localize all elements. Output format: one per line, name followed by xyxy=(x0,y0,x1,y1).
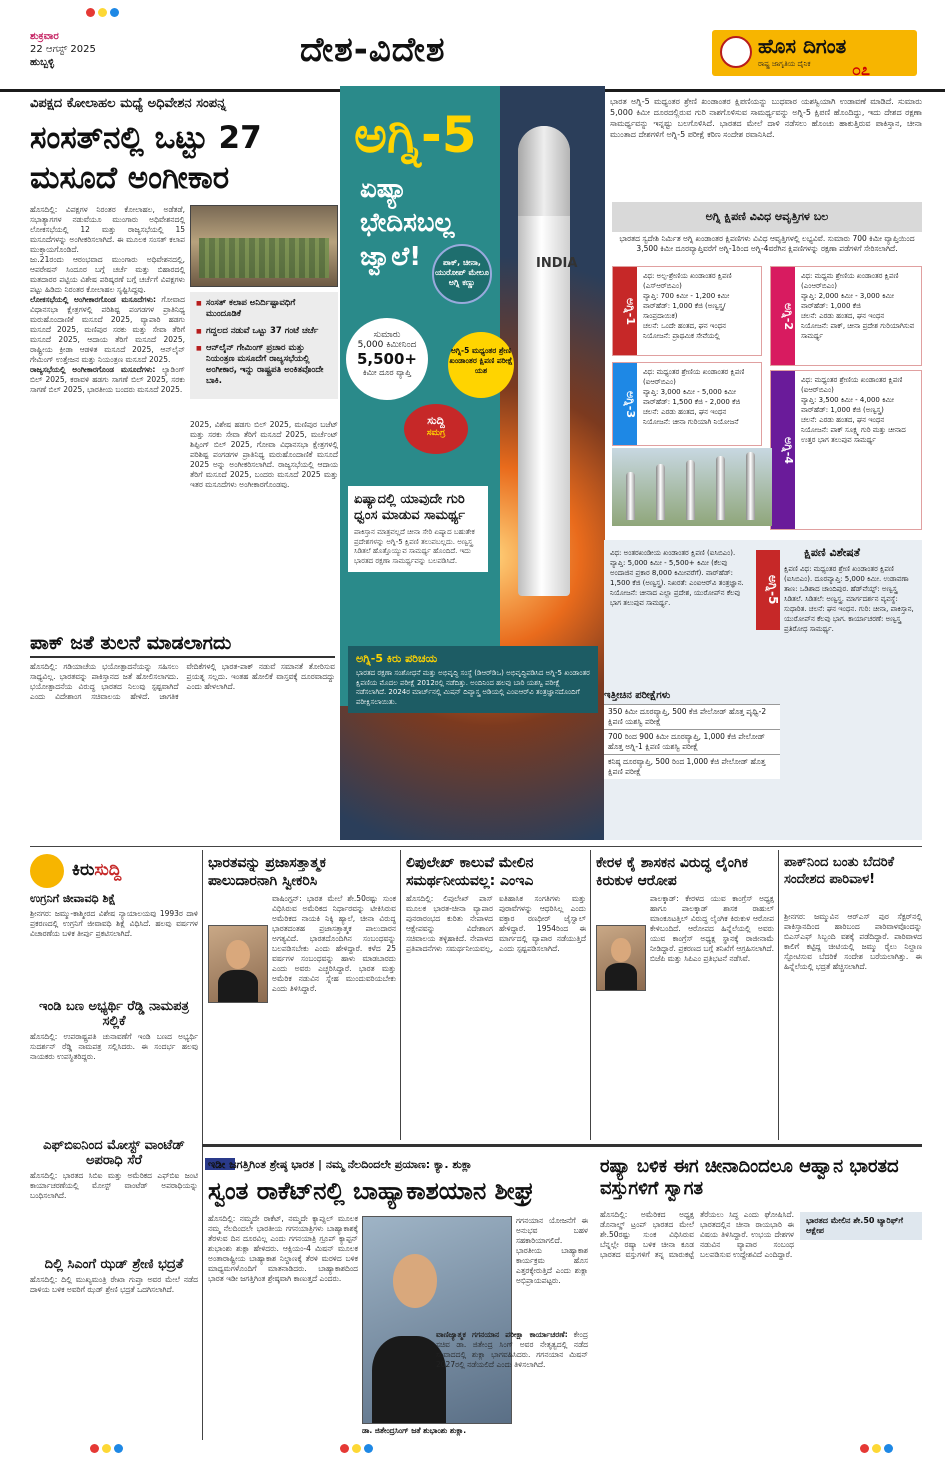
parliament-body xyxy=(30,205,185,625)
card-range: ವ್ಯಾಪ್ತಿ: 3,500 ಕಿಮೀ - 4,000 ಕಿಮೀ xyxy=(801,396,895,404)
photo-caption: ಡಾ. ಜಿತೇಂದ್ರಸಿಂಗ್ ಜತೆ ಶುಭಾಂಶು ಶುಕ್ಲಾ. xyxy=(362,1426,467,1435)
pak-threat-headline: ಪಾಕ್‌ನಿಂದ ಬಂತು ಬೆದರಿಕೆ ಸಂದೇಶದ ಪಾರಿವಾಳ! xyxy=(784,855,895,887)
parliament-para-2: ಜು.21ರಂದು ಆರಂಭವಾದ ಮುಂಗಾರು ಅಧಿವೇಶನದಲ್ಲಿ, ಆಪರೇಷನ್ ಸಿಂದೂರ ಬಗ್ಗೆ ಚರ್ಚೆ ಮತ್ತು ಬಿಹಾರದಲ್ಲಿ ಮತದಾರರ ಪಟ್ಟಿಯ ವಿಶೇಷ ಪರಿಷ್ಕರಣೆ ಬಗ್ಗೆ ಚರ್ಚೆಗೆ ವಿಪಕ್ಷಗಳು ಪಟ್ಟು ಹಿಡಿದು ನಿರಂತರ ಕೋಲಾಹಲ ಸೃಷ್ಟಿಸಿದ್ದವು. xyxy=(30,255,185,294)
agni-card xyxy=(612,266,762,356)
registration-dot xyxy=(860,1444,869,1453)
capability-box xyxy=(348,486,488,572)
agni-right-intro: ಭಾರತ ಅಗ್ನಿ-5 ಮಧ್ಯಂತರ ಶ್ರೇಣಿ ಖಂಡಾಂತರ ಕ್ಷಿಪಣಿಯನ್ನು ಬುಧವಾರ ಯಶಸ್ವಿಯಾಗಿ ಉಡಾವಣೆ ಮಾಡಿದೆ. ಸುಮಾರು 5,000 ಕಿಮೀ ದೂರದಲ್ಲಿರುವ ಗುರಿ ನಾಶಗೊಳಿಸುವ ಸಾಮರ್ಥ್ಯವನ್ನು ಅಗ್ನಿ-5 ಕ್ಷಿಪಣಿ ಹೊಂದಿದ್ದು, ಇದು ದೇಶದ ರಕ್ಷಣಾ ಸಾಮರ್ಥ್ಯವನ್ನು ಇನ್ನಷ್ಟು ಬಲಗೊಳಿಸಿದೆ. ಭಾರತದ ಮೇಲೆ ದಾಳಿ ನಡೆಸಲು ಹೊಂಚು ಹಾಕುತ್ತಿರುವ ಪಾಕಿಸ್ತಾನ, ಚೀನಾ ಮುಂತಾದ ದೇಶಗಳಿಗೆ ಅಗ್ನಿ-5 ಪರೀಕ್ಷೆ ಕಠಿಣ ಸಂದೇಶ ರವಾನಿಸಿದೆ. xyxy=(610,97,922,139)
card-tag: ಅಗ್ನಿ-3 xyxy=(613,363,637,445)
short-news-headline: ಉಗ್ರನಿಗೆ ಜೀವಾವಧಿ ಶಿಕ್ಷೆ xyxy=(30,892,116,905)
card-deploy: ನಿಯೋಜನೆ: ಚೀನಾ ಗುರಿಯಾಗಿ ನಿಯೋಜನೆ xyxy=(643,418,739,426)
shukla-kicker: ಇಡೀ ಜಗತ್ತಿಗಿಂತ ಶ್ರೇಷ್ಠ ಭಾರತ | ನಮ್ಮ ನೆಲದಿಂದಲೇ ಪ್ರಯಾಣ: ಕ್ಯಾ. ಶುಕ್ಲಾ xyxy=(208,1158,473,1171)
missile-label: INDIA xyxy=(536,256,578,271)
kerala-headline: ಕೇರಳ ಕೈ ಶಾಸಕನ ವಿರುದ್ಧ ಲೈಂಗಿಕ ಕಿರುಕುಳ ಆರೋಪ xyxy=(596,855,748,889)
parliament-highlights xyxy=(190,292,338,399)
card-tag: ಅಗ್ನಿ-1 xyxy=(613,267,637,355)
registration-dot xyxy=(102,1444,111,1453)
capability-body: ಪಾಕಿಸ್ತಾನ ಮಾತ್ರವಲ್ಲದೆ ಚೀನಾ ಸೇರಿ ಏಷ್ಯಾದ ಬಹುತೇಕ ಪ್ರದೇಶಗಳನ್ನು ಅಗ್ನಿ-5 ಕ್ಷಿಪಣಿ ತಲುಪಬಲ್ಲದು. ಅಣ್ವಸ್ತ್ರ ಸಿಡಿತಲೆ ಹೊತ್ತೊಯ್ಯುವ ಸಾಮರ್ಥ್ಯ ಹೊಂದಿದೆ. ಇದು ಭಾರತದ ರಕ್ಷಣಾ ಸಾಮರ್ಥ್ಯವನ್ನು ಬಲಪಡಿಸಿದೆ. xyxy=(354,528,475,565)
test-item: 350 ಕಿಮೀ ದೂರವ್ಯಾಪ್ತಿ, 500 ಕೆಜಿ ಪೇಲೋಡ್ ಹೊತ್ತ ಪೃಥ್ವಿ-2 ಕ್ಷಿಪಣಿ ಯಶಸ್ವಿ ಪರೀಕ್ಷೆ xyxy=(604,704,780,729)
nikki-haley-photo xyxy=(208,925,268,1003)
shukla-body-3 xyxy=(436,1330,588,1440)
mla-photo xyxy=(596,925,646,991)
card-type: ವಿಧ: ಮಧ್ಯಂತರ ಶ್ರೇಣಿಯ ಖಂಡಾಂತರ ಕ್ಷಿಪಣಿ (ಐಆರ್‌ಬಿಎಂ) xyxy=(801,376,903,394)
card-warhead: ವಾರ್‌ಹೆಡ್: 1,000 ಕೆಜಿ xyxy=(801,302,861,310)
agni-subtitle: ಏಷ್ಯಾ ಭೇದಿಸಬಲ್ಲ ಜ್ವಾಲೆ! xyxy=(360,174,455,272)
recent-tests-head: ಇತ್ತೀಚಿನ ಪರೀಕ್ಷೆಗಳು xyxy=(604,690,671,701)
shukla-body: ಹೊಸದಿಲ್ಲಿ: ನಮ್ಮದೇ ರಾಕೆಟ್, ನಮ್ಮದೇ ಕ್ಯಾಪ್ಸುಲ್ ಮೂಲಕ ನಮ್ಮ ನೆಲದಿಂದಲೇ ಭಾರತೀಯ ಗಗನಯಾತ್ರಿಗಳು ಬಾಹ್ಯಾಕಾಶಕ್ಕೆ ತೆರಳುವ ದಿನ ದೂರವಿಲ್ಲ ಎಂದು ಗಗನಯಾತ್ರಿ ಗ್ರೂಪ್ ಕ್ಯಾಪ್ಟನ್ ಶುಭಾಂಶು ಶುಕ್ಲಾ ಹೇಳಿದರು. ಆಕ್ಸಿಯಂ-4 ಮಿಷನ್ ಮೂಲಕ ಅಂತಾರಾಷ್ಟ್ರೀಯ ಬಾಹ್ಯಾಕಾಶ ನಿಲ್ದಾಣಕ್ಕೆ ತೆರಳಿ ಮರಳಿದ ಬಳಿಕ ಮಾಧ್ಯಮಗಳೊಂದಿಗೆ ಮಾತನಾಡಿದರು. ಬಾಹ್ಯಾಕಾಶದಿಂದ ಭಾರತ ಇಡೀ ಜಗತ್ತಿಗಿಂತ ಶ್ರೇಷ್ಠವಾಗಿ ಕಾಣುತ್ತದೆ ಎಂದರು. xyxy=(208,1214,358,1283)
democracy-body: ವಾಷಿಂಗ್ಟನ್: ಭಾರತ ಮೇಲೆ ಶೇ.50ರಷ್ಟು ಸುಂಕ ವಿಧಿಸಿರುವ ಅಮೆರಿಕದ ನಿರ್ಧಾರವನ್ನು ಟೀಕಿಸಿರುವ ಅಮೆರಿಕದ ನಾಯಕಿ ನಿಕ್ಕಿ ಹ್ಯಾಲೆ, ಚೀನಾ ವಿರುದ್ಧ ಭಾರತದಂತಹ ಪ್ರಜಾಸತ್ತಾತ್ಮಕ ಪಾಲುದಾರನ ಅಗತ್ಯವಿದೆ. ಭಾರತದೊಂದಿಗಿನ ಸಂಬಂಧವನ್ನು ಬಲಪಡಿಸಬೇಕು ಎಂದು ಹೇಳಿದ್ದಾರೆ. ಕಳೆದ 25 ವರ್ಷಗಳ ಸಂಬಂಧವನ್ನು ಹಾಳು ಮಾಡಬಾರದು ಎಂದು ಅವರು ಎಚ್ಚರಿಸಿದ್ದಾರೆ. ಭಾರತ ಮತ್ತು ಅಮೆರಿಕ ನಡುವಿನ ಸ್ನೇಹ ಮುಂದುವರಿಯಬೇಕು ಎಂದು ತಿಳಿಸಿದ್ದಾರೆ. xyxy=(272,894,396,993)
test-success-circle: ಅಗ್ನಿ-5 ಮಧ್ಯಂತರ ಶ್ರೇಣಿ ಖಂಡಾಂತರ ಕ್ಷಿಪಣಿ ಪರೀಕ್ಷೆ ಯಶ xyxy=(448,332,514,398)
agni-card xyxy=(770,266,922,366)
city: ಹುಬ್ಬಳ್ಳಿ xyxy=(30,57,55,68)
short-news-headline: ದಿಲ್ಲಿ ಸಿಎಂಗೆ ಝಡ್ ಶ್ರೇಣಿ ಭದ್ರತೆ xyxy=(44,1257,184,1272)
card-type: ವಿಧ: ಮಧ್ಯಮ ಶ್ರೇಣಿಯ ಖಂಡಾಂತರ ಕ್ಷಿಪಣಿ (ಎಂಆರ್‌ಬಿಎಂ) xyxy=(801,272,899,290)
short-news-body: ಹೊಸದಿಲ್ಲಿ: ಭಾರತದ ಸಿಬಿಐ ಮತ್ತು ಅಮೆರಿಕದ ಎಫ್‌ಬಿಐ ಜಂಟಿ ಕಾರ್ಯಾಚರಣೆಯಲ್ಲಿ ಮೋಸ್ಟ್ ವಾಂಟೆಡ್ ಅಪರಾಧಿಯನ್ನು ಬಂಧಿಸಲಾಗಿದೆ. xyxy=(30,1171,198,1200)
parliament-para-3: ಗೋವಾದ ವಿಧಾನಸಭಾ ಕ್ಷೇತ್ರಗಳಲ್ಲಿ ಪರಿಶಿಷ್ಟ ಪಂಗಡಗಳ ಪ್ರಾತಿನಿಧ್ಯ ಮರುಹೊಂದಾಣಿಕೆ ಮಸೂದೆ 2025, ವ್ಯಾಪಾರಿ ಹಡಗು ಮಸೂದೆ 2025, ಮಣಿಪುರ ಸರಕು ಮತ್ತು ಸೇವಾ ತೆರಿಗೆ ಮಸೂದೆ 2025, ಆದಾಯ ತೆರಿಗೆ ಮಸೂದೆ 2025, ರಾಷ್ಟ್ರೀಯ ಕ್ರೀಡಾ ಆಡಳಿತ ಮಸೂದೆ 2025, ಆನ್‌ಲೈನ್ ಗೇಮಿಂಗ್ ಉತ್ತೇಜನ ಮತ್ತು ನಿಯಂತ್ರಣ ಮಸೂದೆ 2025. xyxy=(30,295,185,364)
registration-dot xyxy=(86,8,95,17)
card-deploy: ನಿಯೋಜನೆ: ಪಾಕ್, ಚೀನಾ ಪ್ರದೇಶ ಗುರಿಯಾಗಿಸುವ ಸಾಮರ್ಥ್ಯ xyxy=(801,322,915,340)
date-block xyxy=(30,30,96,69)
card-tag: ಅಗ್ನಿ-2 xyxy=(771,267,795,365)
kerala-body: ಪಾಲಕ್ಕಾಡ್: ಕೇರಳದ ಯುವ ಕಾಂಗ್ರೆಸ್ ಅಧ್ಯಕ್ಷ ಹಾಗೂ ಪಾಲಕ್ಕಾಡ್ ಶಾಸಕ ರಾಹುಲ್ ಮಾಂಕೂಟತ್ತಿಲ್ ವಿರುದ್ಧ ಲೈಂಗಿಕ ಕಿರುಕುಳ ಆರೋಪ ಕೇಳಿಬಂದಿದೆ. ಆರೋಪದ ಹಿನ್ನೆಲೆಯಲ್ಲಿ ಅವರು ಯುವ ಕಾಂಗ್ರೆಸ್ ಅಧ್ಯಕ್ಷ ಸ್ಥಾನಕ್ಕೆ ರಾಜೀನಾಮೆ ನೀಡಿದ್ದಾರೆ. ಪ್ರಕರಣದ ಬಗ್ಗೆ ತನಿಖೆಗೆ ಆಗ್ರಹಿಸಲಾಗಿದೆ. ಬಿಜೆಪಿ ಮತ್ತು ಸಿಪಿಎಂ ಪ್ರತಿಭಟನೆ ನಡೆಸಿವೆ. xyxy=(650,894,774,963)
card-range: ವ್ಯಾಪ್ತಿ: 3,000 ಕಿಮೀ - 5,000 ಕಿಮೀ xyxy=(643,388,737,396)
lipulekh-headline: ಲಿಪುಲೇಖ್ ಕಾಲುವೆ ಮೇಲಿನ ಸಮರ್ಥನೀಯವಲ್ಲ: ಎಂಇಎ xyxy=(406,855,534,889)
highlight-item: ■ ಗದ್ದಲದ ನಡುವೆ ಒಟ್ಟು 37 ಗಂಟೆ ಚರ್ಚೆ xyxy=(196,326,332,337)
feature-title: ಕ್ಷಿಪಣಿ ವಿಶೇಷತೆ xyxy=(804,546,861,559)
shukla-body-2: ಗಗನಯಾನ ಯೋಜನೆಗೆ ಈ ಅನುಭವ ಬಹಳ ಸಹಕಾರಿಯಾಗಲಿದೆ. ಭಾರತೀಯ ಬಾಹ್ಯಾಕಾಶ ಕಾರ್ಯಕ್ರಮ ಹೊಸ ಎತ್ತರಕ್ಕೇರುತ್ತಿದೆ ಎಂದು ಶುಕ್ಲಾ ಅಭಿಪ್ರಾಯಪಟ್ಟರು. xyxy=(516,1216,588,1285)
card-fuel: ಚಲನೆ: ಎರಡು ಹಂತದ, ಘನ ಇಂಧನ xyxy=(801,416,885,424)
parliament-kicker: ವಿಪಕ್ಷದ ಕೋಲಾಹಲ ಮಧ್ಯೆ ಅಧಿವೇಶನ ಸಂಪನ್ನ xyxy=(30,96,227,111)
registration-dot xyxy=(114,1444,123,1453)
masthead xyxy=(0,0,945,92)
intro-body: ಭಾರತದ ರಕ್ಷಣಾ ಸಂಶೋಧನೆ ಮತ್ತು ಅಭಿವೃದ್ಧಿ ಸಂಸ್ಥೆ (ಡಿಆರ್‌ಡಿಒ) ಅಭಿವೃದ್ಧಿಪಡಿಸಿದ ಅಗ್ನಿ-5 ಖಂಡಾಂತರ ಕ್ಷಿಪಣಿಯ ಮೊದಲ ಪರೀಕ್ಷೆ 2012ರಲ್ಲಿ ನಡೆದಿತ್ತು. ಅಂದಿನಿಂದ ಹಲವು ಬಾರಿ ಯಶಸ್ವಿ ಪರೀಕ್ಷೆ ನಡೆಸಲಾಗಿದೆ. 2024ರ ಮಾರ್ಚ್‌ನಲ್ಲಿ ಮಿಷನ್ ದಿವ್ಯಾಸ್ತ್ರ ಅಡಿಯಲ್ಲಿ ಎಂಐಆರ್‌ವಿ ತಂತ್ರಜ್ಞಾನದೊಂದಿಗೆ ಪರೀಕ್ಷಿಸಲಾಯಿತು. xyxy=(356,669,590,706)
parliament-headline: ಸಂಸತ್‌ನಲ್ಲಿ ಒಟ್ಟು 27 ಮಸೂದೆ ಅಂಗೀಕಾರ xyxy=(30,120,262,196)
parliament-body-cont: 2025, ವಿಶೇಷ ಹಡಗು ಬಿಲ್ 2025, ಮಣಿಪುರ ಬಜೆಟ್ ಮತ್ತು ಸರಕು ಸೇವಾ ತೆರಿಗೆ ಮಸೂದೆ 2025, ಮರ್ಚೆಂಟ್ ಶಿಪ್ಪಿಂಗ್ ಬಿಲ್ 2025, ಗೋವಾ ವಿಧಾನಸಭಾ ಕ್ಷೇತ್ರಗಳಲ್ಲಿ ಪರಿಶಿಷ್ಟ ಪಂಗಡಗಳ ಪ್ರಾತಿನಿಧ್ಯ ಮರುಹೊಂದಾಣಿಕೆ ಮಸೂದೆ 2025 ಅನ್ನು ಅಂಗೀಕರಿಸಲಾಗಿದೆ. ರಾಜ್ಯಸಭೆಯಲ್ಲಿ ಆದಾಯ ತೆರಿಗೆ ಮಸೂದೆ 2025, ಬಂದರು ಮಸೂದೆ 2025 ಮತ್ತು ಇತರ ಮಸೂದೆಗಳು ಅಂಗೀಕಾರಗೊಂಡವು. xyxy=(190,420,338,489)
pak-threat-body: ಶ್ರೀನಗರ: ಜಮ್ಮುವಿನ ಆರ್‌ಎಸ್ ಪುರ ಸೆಕ್ಟರ್‌ನಲ್ಲಿ ಪಾಕಿಸ್ತಾನದಿಂದ ಹಾರಿಬಂದ ಪಾರಿವಾಳವೊಂದನ್ನು ಬಿಎಸ್‌ಎಫ್ ಸಿಬ್ಬಂದಿ ವಶಕ್ಕೆ ಪಡೆದಿದ್ದಾರೆ. ಪಾರಿವಾಳದ ಕಾಲಿಗೆ ಕಟ್ಟಿದ್ದ ಚೀಟಿಯಲ್ಲಿ ಜಮ್ಮು ರೈಲು ನಿಲ್ದಾಣ ಸ್ಫೋಟಿಸುವ ಬೆದರಿಕೆ ಸಂದೇಶ ಬರೆಯಲಾಗಿತ್ತು. ಈ ಹಿನ್ನೆಲೆಯಲ್ಲಿ ಭದ್ರತೆ ಹೆಚ್ಚಿಸಲಾಗಿದೆ. xyxy=(784,912,922,971)
versions-banner: ಅಗ್ನಿ ಕ್ಷಿಪಣಿ ವಿವಿಧ ಆವೃತ್ತಿಗಳ ಬಲ xyxy=(612,202,922,232)
label-part-1: ಕಿರು xyxy=(72,860,95,880)
badge-bottom: ಸಮಗ್ರ xyxy=(426,428,446,438)
parliament-subhead-rs: ರಾಜ್ಯಸಭೆಯಲ್ಲಿ ಅಂಗೀಕಾರಗೊಂಡ ಮಸೂದೆಗಳು: xyxy=(30,365,156,374)
badge-top: ಸುದ್ದಿ xyxy=(427,414,445,427)
short-news-header xyxy=(30,854,200,888)
card-warhead: ವಾರ್‌ಹೆಡ್: 1,000 ಕೆಜಿ (ಅಣ್ವಸ್ತ್ರ/ಸಾಂಪ್ರದಾಯಿಕ) xyxy=(643,302,726,320)
agni5-tag: ಅಗ್ನಿ-5 xyxy=(756,550,780,630)
registration-dot xyxy=(884,1444,893,1453)
pak-body: ಹೊಸದಿಲ್ಲಿ: ಗಡಿಯಾಚೆಯ ಭಯೋತ್ಪಾದನೆಯನ್ನು ಸಹಿಸಲು ಸಾಧ್ಯವಿಲ್ಲ. ಭಾರತವನ್ನು ಪಾಕಿಸ್ತಾನದ ಜತೆ ಹೋಲಿಸಲಾಗದು. ಭಯೋತ್ಪಾದನೆಯ ವಿರುದ್ಧ ಭಾರತದ ನಿಲುವು ಸ್ಪಷ್ಟವಾಗಿದೆ ಎಂದು ವಿದೇಶಾಂಗ ಸಚಿವಾಲಯ ಹೇಳಿದೆ. ಜಾಗತಿಕ ವೇದಿಕೆಗಳಲ್ಲಿ ಭಾರತ-ಪಾಕ್ ನಡುವೆ ಸಮಾನತೆ ತೋರಿಸುವ ಪ್ರಯತ್ನ ಸಲ್ಲದು. ಇಂತಹ ಹೋಲಿಕೆ ವಾಸ್ತವಕ್ಕೆ ದೂರವಾದದ್ದು ಎಂದು ಹೇಳಲಾಗಿದೆ. xyxy=(30,662,335,701)
card-warhead: ವಾರ್‌ಹೆಡ್: 1,000 ಕೆಜಿ (ಅಣ್ವಸ್ತ್ರ) xyxy=(801,406,884,414)
range-circle xyxy=(346,318,428,400)
divider xyxy=(30,846,922,847)
kicker-part-1: ಇಡೀ ಜಗತ್ತಿಗಿಂತ ಶ್ರೇಷ್ಠ ಭಾರತ xyxy=(208,1158,315,1171)
registration-dot xyxy=(340,1444,349,1453)
range-mid: 5,000 ಕಿಮೀನಿಂದ xyxy=(357,340,417,350)
card-deploy: ನಿಯೋಜನೆ: ಪ್ರಾಥಮಿಕ ಸೇವೆಯಲ್ಲಿ xyxy=(643,332,720,340)
feature-list: ಕ್ಷಿಪಣಿ ವಿಧ: ಮಧ್ಯಂತರ ಶ್ರೇಣಿ ಖಂಡಾಂತರ ಕ್ಷಿಪಣಿ (ಐಸಿಬಿಎಂ). ದೂರವ್ಯಾಪ್ತಿ: 5,000 ಕಿಮೀ. ಉಡಾವಣಾ ತಾಣ: ಒಡಿಶಾದ ಚಾಂದಿಪುರ. ಹೆಡ್‌ವೆಯ್ಟ್: ಅಣ್ವಸ್ತ್ರ ಸಿಡಿತಲೆ. ಸಿಡಿತಲೆ: ಅಣ್ವಸ್ತ್ರ. ಮಾರ್ಗದರ್ಶನ ವ್ಯವಸ್ಥೆ: ಸುಧಾರಿತ. ಚಲನೆ: ಘನ ಇಂಧನ. ಗುರಿ: ಚೀನಾ, ಪಾಕಿಸ್ತಾನ, ಯುರೋಪ್‌ನ ಕೆಲವು ಭಾಗ. ಕಾರ್ಯಾಚರಣೆ: ಅಣ್ವಸ್ತ್ರ ಪ್ರತಿರೋಧ ಸಾಮರ್ಥ್ಯ. xyxy=(784,565,914,633)
highlight-item: ■ ಆನ್‌ಲೈನ್ ಗೇಮಿಂಗ್ ಪ್ರಚಾರ ಮತ್ತು ನಿಯಂತ್ರಣ ಮಸೂದೆಗೆ ರಾಜ್ಯಸಭೆಯಲ್ಲಿ ಅಂಗೀಕಾರ, ಇನ್ನು ರಾಷ್ಟ್ರಪತಿ ಅಂಕಿತವೊಂದೇ ಬಾಕಿ. xyxy=(196,343,332,387)
russia-headline: ರಷ್ಯಾ ಬಳಿಕ ಈಗ ಚೀನಾದಿಂದಲೂ ಆಹ್ವಾನ ಭಾರತದ ವಸ್ತುಗಳಿಗೆ ಸ್ವಾಗತ xyxy=(600,1156,899,1199)
short-news-headline: ಇಂಡಿ ಬಣ ಅಭ್ಯರ್ಥಿ ರೆಡ್ಡಿ ನಾಮಪತ್ರ ಸಲ್ಲಿಕೆ xyxy=(39,999,189,1029)
short-news-body: ಶ್ರೀನಗರ: ಜಮ್ಮು-ಕಾಶ್ಮೀರದ ವಿಶೇಷ ನ್ಯಾಯಾಲಯವು 1993ರ ದಾಳಿ ಪ್ರಕರಣದಲ್ಲಿ ಉಗ್ರನಿಗೆ ಜೀವಾವಧಿ ಶಿಕ್ಷೆ ವಿಧಿಸಿದೆ. ಹಲವು ವರ್ಷಗಳ ವಿಚಾರಣೆಯ ಬಳಿಕ ತೀರ್ಪು ಪ್ರಕಟಿಸಲಾಗಿದೆ. xyxy=(30,909,198,938)
registration-dot xyxy=(110,8,119,17)
card-fuel: ಚಲನೆ: ಒಂದೇ ಹಂತದ, ಘನ ಇಂಧನ xyxy=(643,322,726,330)
newspaper-logo xyxy=(712,30,917,79)
parliament-para-1: ಹೊಸದಿಲ್ಲಿ: ವಿಪಕ್ಷಗಳ ನಿರಂತರ ಕೋಲಾಹಲ, ಅಡೆತಡೆ, ಸಭಾತ್ಯಾಗಗಳ ನಡುವೆಯೂ ಮುಂಗಾರು ಅಧಿವೇಶನದಲ್ಲಿ ಲೋಕಸಭೆಯಲ್ಲಿ 12 ಮತ್ತು ರಾಜ್ಯಸಭೆಯಲ್ಲಿ 15 ಮಸೂದೆಗಳನ್ನು ಅಂಗೀಕರಿಸಲಾಗಿದೆ. ಈ ಮೂಲಕ ಸಂಸತ್ ಕಲಾಪ ಮುಕ್ತಾಯಗೊಂಡಿದೆ. xyxy=(30,205,185,254)
card-fuel: ಚಲನೆ: ಎರಡು ಹಂತದ, ಘನ ಇಂಧನ xyxy=(643,408,727,416)
range-value: 5,500+ xyxy=(356,350,417,368)
paper-tagline: ರಾಷ್ಟ್ರ ಜಾಗೃತಿಯ ದೈನಿಕ xyxy=(758,60,811,68)
shukla-para-3: ಕೇಂದ್ರ ಸಚಿವ ಡಾ. ಜಿತೇಂದ್ರ ಸಿಂಗ್ ಅವರ ನೇತೃತ್ವದಲ್ಲಿ ನಡೆದ ಸಂವಾದದಲ್ಲಿ ಶುಕ್ಲಾ ಭಾಗವಹಿಸಿದರು. ಗಗನಯಾನ ಮಿಷನ್ 2027ರಲ್ಲಿ ನಡೆಯಲಿದೆ ಎಂದು ತಿಳಿಸಲಾಗಿದೆ. xyxy=(436,1330,588,1369)
card-range: ವ್ಯಾಪ್ತಿ: 2,000 ಕಿಮೀ - 3,000 ಕಿಮೀ xyxy=(801,292,895,300)
date: 22 ಆಗಸ್ಟ್ 2025 xyxy=(30,44,96,55)
divider xyxy=(30,656,335,658)
shukla-subhead: ವಾಣಿಜ್ಯಾತ್ಮಕ ಗಗನಯಾನ ಪರೀಕ್ಷಾ ಕಾರ್ಯಾಚರಣೆ: xyxy=(436,1330,568,1339)
divider xyxy=(590,850,591,1140)
registration-dot xyxy=(872,1444,881,1453)
divider xyxy=(778,850,779,1140)
emblem-icon xyxy=(720,36,752,68)
card-fuel: ಚಲನೆ: ಎರಡು ಹಂತದ, ಘನ ಇಂಧನ xyxy=(801,312,885,320)
intro-head: ಅಗ್ನಿ-5 ಕಿರು ಪರಿಚಯ xyxy=(356,652,438,665)
test-item: ಕನಿಷ್ಠ ದೂರವ್ಯಾಪ್ತಿ, 500 ರಿಂದ 1,000 ಕೆಜಿ ಪೇಲೋಡ್ ಹೊತ್ತ ಕ್ಷಿಪಣಿ ಪರೀಕ್ಷೆ xyxy=(604,754,780,779)
card-warhead: ವಾರ್‌ಹೆಡ್: 1,500 ಕೆಜಿ - 2,000 ಕೆಜಿ xyxy=(643,398,741,406)
shukla-headline: ಸ್ವಂತ ರಾಕೆಟ್‌ನಲ್ಲಿ ಬಾಹ್ಯಾಕಾಶಯಾನ ಶೀಘ್ರ xyxy=(208,1177,534,1205)
versions-intro: ಭಾರತದ ಸ್ವದೇಶಿ ನಿರ್ಮಿತ ಅಗ್ನಿ ಖಂಡಾಂತರ ಕ್ಷಿಪಣಿಗಳು ವಿವಿಧ ಆವೃತ್ತಿಗಳಲ್ಲಿ ಲಭ್ಯವಿವೆ. ಸುಮಾರು 700 ಕಿಮೀ ವ್ಯಾಪ್ತಿಯಿಂದ 3,500 ಕಿಮೀ ದೂರವ್ಯಾಪ್ತಿವರೆಗೆ ಅಗ್ನಿ-1ರಿಂದ ಅಗ್ನಿ-4ವರೆಗಿನ ಕ್ಷಿಪಣಿಗಳನ್ನು ರಕ್ಷಣಾ ಪಡೆಗಳಿಗೆ ಸೇರಿಸಲಾಗಿದೆ. xyxy=(619,234,915,253)
short-news-body: ಹೊಸದಿಲ್ಲಿ: ಉಪರಾಷ್ಟ್ರಪತಿ ಚುನಾವಣೆಗೆ ಇಂಡಿ ಬಣದ ಅಭ್ಯರ್ಥಿ ಸುದರ್ಶನ್ ರೆಡ್ಡಿ ನಾಮಪತ್ರ ಸಲ್ಲಿಸಿದರು. ಈ ಸಂದರ್ಭ ಹಲವು ನಾಯಕರು ಉಪಸ್ಥಿತರಿದ್ದರು. xyxy=(30,1032,198,1061)
paper-name: ಹೊಸ ದಿಗಂತ xyxy=(758,34,847,58)
label-part-2: ಸುದ್ದಿ xyxy=(94,860,122,880)
missile-lineup-photo xyxy=(612,448,772,526)
recent-tests xyxy=(604,690,780,779)
registration-dot xyxy=(364,1444,373,1453)
test-item: 700 ರಿಂದ 900 ಕಿಮೀ ದೂರವ್ಯಾಪ್ತಿ, 1,000 ಕೆಜಿ ಪೇಲೋಡ್ ಹೊತ್ತ ಅಗ್ನಿ-1 ಕ್ಷಿಪಣಿ ಯಶಸ್ವಿ ಪರೀಕ್ಷೆ xyxy=(604,729,780,754)
missile-illustration xyxy=(518,126,578,596)
russia-body: ಹೊಸದಿಲ್ಲಿ: ಅಮೆರಿಕದ ಅಧ್ಯಕ್ಷ ಡೊನಾಲ್ಡ್ ಟ್ರಂಪ್ ಭಾರತದ ಮೇಲೆ ಶೇ.50ರಷ್ಟು ಸುಂಕ ವಿಧಿಸಿರುವ ಬೆನ್ನಲ್ಲೇ ರಷ್ಯಾ ಬಳಿಕ ಚೀನಾ ಕೂಡ ಭಾರತದ ವಸ್ತುಗಳಿಗೆ ತನ್ನ ಮಾರುಕಟ್ಟೆ ತೆರೆಯಲು ಸಿದ್ಧ ಎಂದು ಘೋಷಿಸಿದೆ. ಭಾರತದಲ್ಲಿನ ಚೀನಾ ರಾಯಭಾರಿ ಈ ವಿಷಯ ತಿಳಿಸಿದ್ದಾರೆ. ಉಭಯ ದೇಶಗಳ ನಡುವಿನ ವ್ಯಾಪಾರ ಸಂಬಂಧ ಬಲಪಡಿಸುವ ಉದ್ದೇಶವಿದೆ ಎಂದಿದ್ದಾರೆ. xyxy=(600,1210,794,1259)
short-news-headline: ಎಫ್‌ಬಿಐನಿಂದ ಮೋಸ್ಟ್ ವಾಂಟೆಡ್ ಅಪರಾಧಿ ಸೆರೆ xyxy=(43,1138,185,1168)
megaphone-icon xyxy=(30,854,64,888)
registration-dot xyxy=(98,8,107,17)
short-news-body: ಹೊಸದಿಲ್ಲಿ: ದಿಲ್ಲಿ ಮುಖ್ಯಮಂತ್ರಿ ರೇಖಾ ಗುಪ್ತಾ ಅವರ ಮೇಲೆ ನಡೆದ ದಾಳಿಯ ಬಳಿಕ ಅವರಿಗೆ ಝಡ್ ಶ್ರೇಣಿ ಭದ್ರತೆ ಒದಗಿಸಲಾಗಿದೆ. xyxy=(30,1275,198,1294)
tariff-note: ಭಾರತದ ಮೇಲಿನ ಶೇ.50 ಟ್ಯಾರಿಫ್‌ಗೆ ಆಕ್ಷೇಪ xyxy=(800,1212,922,1240)
agni5-spec: ವಿಧ: ಅಂತರಖಂಡೀಯ ಖಂಡಾಂತರ ಕ್ಷಿಪಣಿ (ಐಸಿಬಿಎಂ). ವ್ಯಾಪ್ತಿ: 5,000 ಕಿಮೀ - 5,500+ ಕಿಮೀ (ಕೆಲವು ಅಂದಾಜಿನ ಪ್ರಕಾರ 8,000 ಕಿಮೀವರೆಗೆ). ವಾರ್‌ಹೆಡ್: 1,500 ಕೆಜಿ (ಅಣ್ವಸ್ತ್ರ). ನಿಖರತೆ: ಎಂಐಆರ್‌ವಿ ತಂತ್ರಜ್ಞಾನ. ನಿಯೋಜನೆ: ಚೀನಾದ ಎಲ್ಲಾ ಪ್ರದೇಶ, ಯುರೋಪ್‌ನ ಕೆಲವು ಭಾಗ ತಲುಪುವ ಸಾಮರ್ಥ್ಯ. xyxy=(610,549,744,607)
parliament-subhead-ls: ಲೋಕಸಭೆಯಲ್ಲಿ ಅಂಗೀಕಾರಗೊಂಡ ಮಸೂದೆಗಳು: xyxy=(30,295,156,304)
card-tag: ಅಗ್ನಿ-4 xyxy=(771,371,795,529)
divider xyxy=(202,1144,922,1147)
democracy-headline: ಭಾರತವನ್ನು ಪ್ರಜಾಸತ್ತಾತ್ಮಕ ಪಾಲುದಾರನಾಗಿ ಸ್ವೀಕರಿಸಿ xyxy=(208,855,326,889)
agni-feature-graphic xyxy=(340,86,605,840)
registration-dot xyxy=(90,1444,99,1453)
kicker-part-2: ನಮ್ಮ ನೆಲದಿಂದಲೇ ಪ್ರಯಾಣ: ಕ್ಯಾ. ಶುಕ್ಲಾ xyxy=(325,1158,473,1171)
target-circle: ಪಾಕ್, ಚೀನಾ, ಯುರೋಪ್ ಮೇಲೂ ಅಗ್ನಿ ಕಣ್ಣು xyxy=(432,244,492,304)
card-type: ವಿಧ: ಅಲ್ಪ-ಶ್ರೇಣಿಯ ಖಂಡಾಂತರ ಕ್ಷಿಪಣಿ (ಎಸ್‌ಆರ್‌ಬಿಎಂ) xyxy=(643,272,732,290)
lipulekh-body: ಹೊಸದಿಲ್ಲಿ: ಲಿಪುಲೇಖ್ ಪಾಸ್ ಮೂಲಕ ಭಾರತ-ಚೀನಾ ವ್ಯಾಪಾರ ಪುನರಾರಂಭದ ಕುರಿತು ನೇಪಾಳದ ಆಕ್ಷೇಪವನ್ನು ವಿದೇಶಾಂಗ ಸಚಿವಾಲಯ ತಳ್ಳಿಹಾಕಿದೆ. ನೇಪಾಳದ ಪ್ರತಿಪಾದನೆಗಳು ಸಮರ್ಥನೀಯವಲ್ಲ, ಐತಿಹಾಸಿಕ ಸಂಗತಿಗಳು ಮತ್ತು ಪುರಾವೆಗಳನ್ನು ಆಧರಿಸಿಲ್ಲ ಎಂದು ವಕ್ತಾರ ರಣಧೀರ್ ಜೈಸ್ವಾಲ್ ಹೇಳಿದ್ದಾರೆ. 1954ರಿಂದ ಈ ಮಾರ್ಗದಲ್ಲಿ ವ್ಯಾಪಾರ ನಡೆಯುತ್ತಿದೆ ಎಂದು ಸ್ಪಷ್ಟಪಡಿಸಲಾಗಿದೆ. xyxy=(406,894,586,953)
agni-title: ಅಗ್ನಿ-5 xyxy=(354,106,477,164)
range-top: ಸುಮಾರು xyxy=(373,330,401,340)
parliament-photo xyxy=(190,205,338,287)
card-deploy: ನಿಯೋಜನೆ: ಪಾಕ್ ಸೂಕ್ಷ್ಮ ಗುರಿ ಮತ್ತು ಚೀನಾದ ಉತ್ತರ ಭಾಗ ತಲುಪುವ ಸಾಮರ್ಥ್ಯ xyxy=(801,426,906,444)
agni-card xyxy=(612,362,762,446)
pak-headline: ಪಾಕ್ ಜತೆ ತುಲನೆ ಮಾಡಲಾಗದು xyxy=(30,632,232,654)
short-news xyxy=(30,892,198,1351)
card-type: ವಿಧ: ಮಧ್ಯಂತರ ಶ್ರೇಣಿಯ ಖಂಡಾಂತರ ಕ್ಷಿಪಣಿ (ಐಆರ್‌ಬಿಎಂ) xyxy=(643,368,745,386)
registration-dot xyxy=(352,1444,361,1453)
range-bottom: ಕಿಮೀ ದೂರ ವ್ಯಾಪ್ತಿ xyxy=(362,368,412,377)
card-range: ವ್ಯಾಪ್ತಿ: 700 ಕಿಮೀ - 1,200 ಕಿಮೀ xyxy=(643,292,730,300)
page-number: ೦೭ xyxy=(852,60,870,79)
capability-head: ಏಷ್ಯಾದಲ್ಲಿ ಯಾವುದೇ ಗುರಿ ಧ್ವಂಸ ಮಾಡುವ ಸಾಮರ್ಥ್ಯ xyxy=(354,492,465,523)
parliament-para-4: ಲ್ಯಾಡಿಂಗ್ ಬಿಲ್ 2025, ಕರಾವಳಿ ಹಡಗು ಸಾಗಣೆ ಬಿಲ್ 2025, ಸರಕು ಸಾಗಣೆ ಬಿಲ್ 2025, ಭಾರತೀಯ ಬಂದರು ಮಸೂದೆ 2025. xyxy=(30,365,185,394)
suddi-badge xyxy=(404,404,468,454)
highlight-item: ■ ಸಂಸತ್ ಕಲಾಪ ಅನಿರ್ದಿಷ್ಟಾವಧಿಗೆ ಮುಂದೂಡಿಕೆ xyxy=(196,298,332,320)
divider xyxy=(400,850,401,1140)
section-title: ದೇಶ-ವಿದೇಶ xyxy=(300,30,446,70)
weekday: ಶುಕ್ರವಾರ xyxy=(30,31,59,42)
agni-card xyxy=(770,370,922,530)
agni-intro-box xyxy=(348,646,598,713)
